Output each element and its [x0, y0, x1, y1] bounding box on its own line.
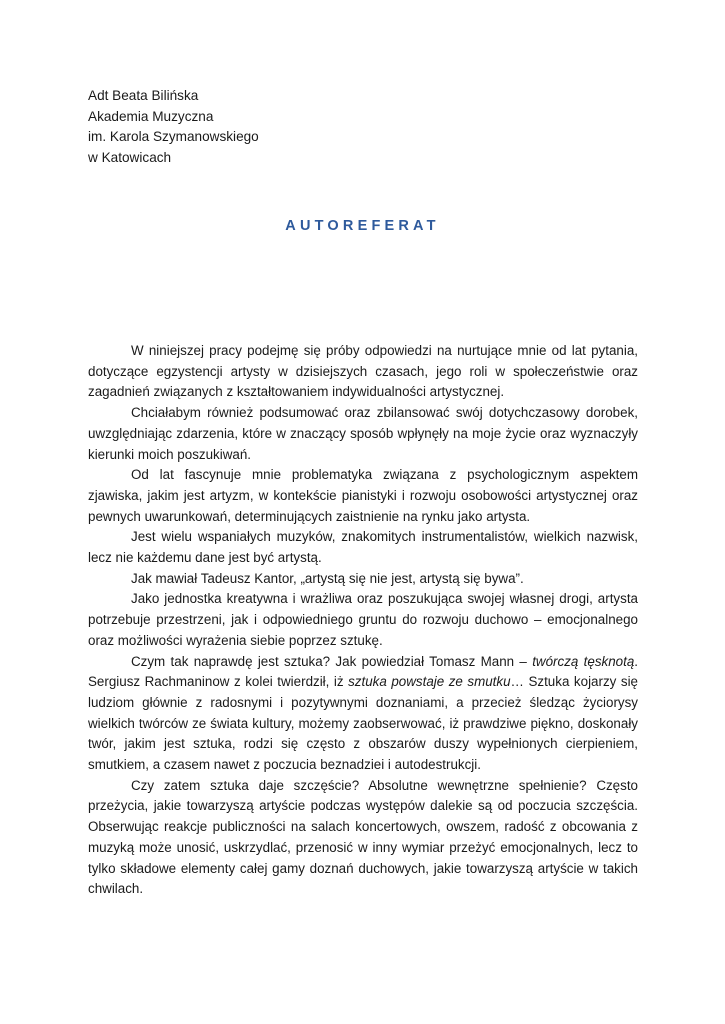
italic-quote: sztuka powstaje ze smutku	[348, 674, 511, 690]
paragraph: Chciałabym również podsumować oraz zbilansować swój dotychczasowy dorobek, uwzględniając zdarzenia, które w znaczący sposób wpłynęły na moje życie oraz wyznaczyły kierunki moich poszukiwań.	[88, 405, 638, 462]
text-run: Czym tak naprawdę jest sztuka? Jak powiedział Tomasz Mann –	[131, 653, 533, 669]
paragraph: Jak mawiał Tadeusz Kantor, „artystą się nie jest, artystą się bywa”.	[131, 570, 524, 586]
paragraph: Czy zatem sztuka daje szczęście? Absolutne wewnętrzne spełnienie? Często przeżycia, jakie towarzyszą artyście podczas występów dalekie są od poczucia szczęścia. Obserwując reakcje publiczności na salach koncertowych, owszem, radość z obcowania z muzyką może unosić, uskrzydlać, przenosić w inny wymiar przeżyć emocjonalnych, lecz to tylko składowe elementy całej gamy doznań duchowych, jakie towarzyszą artyście w takich chwilach.	[88, 777, 638, 897]
academy-name: Akademia Muzyczna	[88, 108, 214, 124]
academy-patron: im. Karola Szymanowskiego	[88, 129, 259, 144]
paragraph: Jako jednostka kreatywna i wrażliwa oraz poszukująca swojej własnej drogi, artysta potrzebuje przestrzeni, jak i odpowiedniego gruntu do rozwoju duchowo – emocjonalnego oraz możliwości wyrażenia siebie poprzez sztukę.	[88, 591, 638, 648]
text-run: … Sztuka kojarzy się ludziom głównie z radosnymi i pozytywnymi doznaniami, a przecież śledząc życiorysy wielkich twórców ze świata kultury, możemy zaobserwować, iż prawdziwe piękno, doskonały twór, jakim jest sztuka, rodzi się często z obszarów duszy wypełnionych cierpieniem, smutkiem, a czasem nawet z poczucia beznadziei i autodestrukcji.	[88, 674, 638, 773]
author-block	[88, 86, 259, 168]
paragraph: Jest wielu wspaniałych muzyków, znakomitych instrumentalistów, wielkich nazwisk, lecz nie każdemu dane jest być artystą.	[88, 529, 638, 566]
paragraph	[88, 652, 638, 776]
text-run: . Sergiusz Rachmaninow z kolei twierdził, iż	[88, 653, 639, 690]
paragraph: Od lat fascynuje mnie problematyka związana z psychologicznym aspektem zjawiska, jakim jest artyzm, w kontekście pianistyki i rozwoju osobowości artystycznej oraz pewnych uwarunkowań, determinujących zaistnienie na rynku jako artysta.	[88, 467, 638, 524]
italic-quote: twórczą tęsknotą	[532, 653, 635, 669]
paragraph: W niniejszej pracy podejmę się próby odpowiedzi na nurtujące mnie od lat pytania, dotyczące egzystencji artysty w dzisiejszych czasach, jego roli w społeczeństwie oraz zagadnień związanych z kształtowaniem indywidualności artystycznej.	[88, 343, 638, 400]
document-title: AUTOREFERAT	[285, 218, 440, 234]
author-name: Adt Beata Bilińska	[88, 88, 199, 103]
document-body	[88, 341, 638, 900]
academy-city: w Katowicach	[88, 149, 172, 165]
